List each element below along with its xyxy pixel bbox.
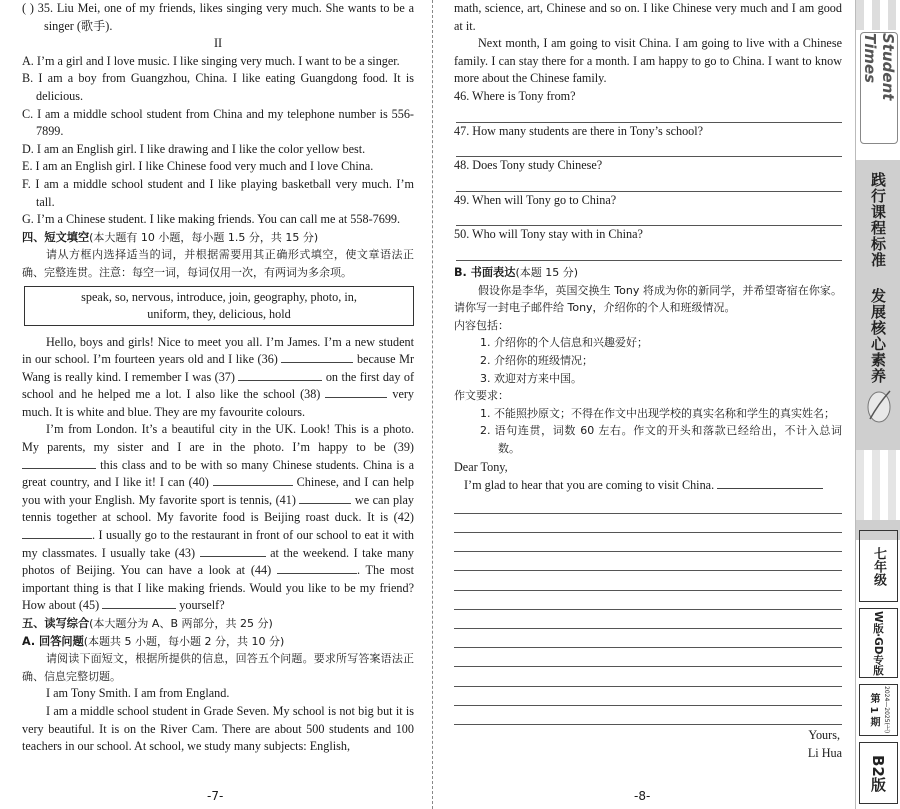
writing-line[interactable] bbox=[454, 514, 842, 533]
blank-39[interactable] bbox=[22, 457, 96, 469]
logo-text: Student Times bbox=[861, 33, 897, 101]
closing: Yours, bbox=[808, 727, 840, 742]
part-b-note: (本题 15 分) bbox=[515, 265, 579, 279]
quill-icon bbox=[864, 385, 894, 425]
letter-opening bbox=[454, 477, 842, 495]
blank-43[interactable] bbox=[200, 545, 266, 557]
part-a-heading bbox=[22, 633, 414, 651]
option-e: E. I am an English girl. I like Chinese food very much and I love China. bbox=[22, 159, 374, 174]
issue-box bbox=[859, 684, 898, 736]
writing-line[interactable] bbox=[454, 629, 842, 648]
part-b-heading bbox=[454, 264, 842, 282]
cloze-text: at the weekend. I take many photos of Beijing. You can have a look at (44) bbox=[22, 545, 415, 578]
blank-42[interactable] bbox=[22, 527, 92, 539]
content-item-2: 2. 介绍你的班级情况； bbox=[480, 353, 593, 367]
writing-line[interactable] bbox=[454, 648, 842, 667]
writing-area[interactable] bbox=[454, 495, 842, 725]
right-column bbox=[454, 0, 842, 762]
question-46 bbox=[454, 88, 842, 123]
reading-paragraph-1: I am Tony Smith. I am from England. bbox=[46, 686, 230, 701]
content-item-1: 1. 介绍你的个人信息和兴趣爱好； bbox=[480, 336, 648, 350]
part-a-title: A. 回答问题 bbox=[22, 634, 84, 648]
year-label: 2024—2025(上) bbox=[883, 686, 890, 734]
cloze-text: this class and to be with so many Chinese students. China is a great country, and I like it! I can (40) bbox=[22, 457, 414, 490]
page-box bbox=[859, 742, 898, 804]
page-number-right: -8- bbox=[634, 789, 651, 803]
writing-line[interactable] bbox=[454, 706, 842, 725]
content-item-3: 3. 欢迎对方来中国。 bbox=[480, 371, 582, 385]
option-b: B. I am a boy from Guangzhou, China. I like eating Guangdong food. It is delicious. bbox=[22, 71, 414, 103]
cloze-text: Chinese, and I can help you with your English. My favorite sport is tennis, (41) bbox=[22, 475, 414, 507]
answer-line[interactable] bbox=[456, 209, 842, 226]
writing-line[interactable] bbox=[454, 591, 842, 610]
question-35: ( ) 35. Liu Mei, one of my friends, likes singing very much. She wants to be a singer (歌手). bbox=[22, 1, 414, 33]
checker-pattern bbox=[856, 0, 900, 30]
writing-line[interactable] bbox=[454, 495, 842, 514]
option-a: A. I’m a girl and I love music. I like singing very much. I want to be a singer. bbox=[22, 53, 400, 68]
grade-label: 七年级 bbox=[871, 546, 886, 586]
writing-line[interactable] bbox=[454, 533, 842, 552]
writing-line[interactable] bbox=[454, 667, 842, 686]
newspaper-logo bbox=[860, 32, 898, 144]
slogan-2: 发展核心素养 bbox=[869, 288, 887, 384]
edition-label: W版·GD专版 bbox=[872, 610, 884, 676]
part-a-note: (本题共 5 小题，每小题 2 分，共 10 分) bbox=[83, 634, 285, 648]
grade-box bbox=[859, 530, 898, 602]
cloze-paragraph-2 bbox=[22, 421, 414, 615]
writing-blank[interactable] bbox=[717, 477, 823, 489]
blank-38[interactable] bbox=[325, 386, 387, 398]
blank-37[interactable] bbox=[238, 369, 322, 381]
part-b-instructions: 假设你是李华，英国交换生 Tony 将成为你的新同学，并希望寄宿在你家。请你写一封电子邮件给 Tony，介绍你的个人和班级情况。 bbox=[454, 283, 842, 315]
requirements-label: 作文要求： bbox=[454, 389, 509, 403]
cloze-text: . I usually go to the restaurant in front of our school to eat it with my classmates. I usually take (43) bbox=[22, 528, 414, 560]
cloze-text: Hello, boys and girls! Nice to meet you all. I’m James. I’m a new student in our school. I’m fourteen years old and I like (36) bbox=[22, 334, 414, 367]
writing-line[interactable] bbox=[454, 571, 842, 590]
blank-40[interactable] bbox=[213, 474, 293, 486]
cloze-text: I’m from London. It’s a beautiful city in the UK. Look! This is a photo. My parents, my sister and I are in the photo. I’m happy to be (39) bbox=[22, 422, 414, 455]
answer-line[interactable] bbox=[456, 106, 842, 123]
option-list bbox=[22, 53, 414, 229]
reading-paragraph-2: I am a middle school student in Grade Seven. My school is not big but it is very beautiful. It is on the River Cam. There are about 500 students and 100 teachers in our school. At school, we study many subjects: English, bbox=[22, 703, 414, 754]
blank-45[interactable] bbox=[102, 597, 176, 609]
writing-line[interactable] bbox=[454, 610, 842, 629]
cloze-text: yourself? bbox=[179, 598, 225, 613]
letter-opening-text: I’m glad to hear that you are coming to visit China. bbox=[464, 478, 715, 493]
cloze-text: we can play tennis together at school. My favorite food is Beijing roast duck. It is (42) bbox=[22, 492, 415, 525]
answer-line[interactable] bbox=[456, 175, 842, 192]
answer-line[interactable] bbox=[456, 140, 842, 157]
page-number-left: -7- bbox=[207, 789, 224, 803]
part-b-title: B. 书面表达 bbox=[454, 265, 516, 279]
section-5-title: 五、读写综合 bbox=[22, 617, 90, 630]
stripe-pattern bbox=[856, 450, 900, 520]
cloze-text: . The most important thing is that I like making friends. Would you like to be my friend? How about (45) bbox=[22, 563, 415, 613]
part-a-instructions: 请阅读下面短文，根据所提供的信息，回答五个问题。要求所写答案语法正确、信息完整切题。 bbox=[22, 652, 414, 683]
cloze-text: because Mr Wang is really kind. I remember I was (37) bbox=[22, 352, 415, 384]
page-label: B2版 bbox=[869, 754, 887, 792]
question-text: 48. Does Tony study Chinese? bbox=[454, 158, 603, 173]
option-c: C. I am a middle school student from China and my telephone number is 556-7899. bbox=[22, 106, 414, 139]
section-5-note: (本大题分为 A、B 两部分，共 25 分) bbox=[89, 617, 273, 630]
question-50 bbox=[454, 226, 842, 261]
section-5-heading bbox=[22, 615, 414, 633]
word-box-line-1: speak, so, nervous, introduce, join, geography, photo, in, bbox=[81, 289, 357, 304]
option-d: D. I am an English girl. I like drawing and I like the color yellow best. bbox=[22, 141, 366, 156]
question-text: 49. When will Tony go to China? bbox=[454, 192, 617, 207]
writing-line[interactable] bbox=[454, 552, 842, 571]
writing-line[interactable] bbox=[454, 687, 842, 706]
cloze-paragraph-1 bbox=[22, 334, 414, 422]
issue-label: 第 1 期 bbox=[868, 693, 879, 727]
option-f: F. I am a middle school student and I like playing basketball very much. I’m tall. bbox=[22, 176, 414, 209]
requirement-2: 2. 语句连贯，词数 60 左右。作文的开头和落款已经给出，不计入总词数。 bbox=[480, 424, 842, 455]
blank-44[interactable] bbox=[277, 562, 357, 574]
option-g: G. I’m a Chinese student. I like making friends. You can call me at 558-7699. bbox=[22, 212, 401, 227]
section-4-heading bbox=[22, 229, 414, 247]
question-text: 47. How many students are there in Tony’s school? bbox=[454, 123, 704, 138]
question-48 bbox=[454, 157, 842, 192]
section-4-title: 四、短文填空 bbox=[22, 230, 90, 244]
reading-paragraph-3: Next month, I am going to visit China. I am going to live with a Chinese family. I can stay there for a month. I am happy to go to China. I want to know more about the Chinese family. bbox=[454, 36, 842, 86]
sidebar bbox=[855, 0, 900, 809]
blank-41[interactable] bbox=[299, 492, 351, 504]
content-label: 内容包括： bbox=[454, 318, 509, 332]
question-text: 46. Where is Tony from? bbox=[454, 88, 576, 103]
cloze-text: very much. It is white and blue. They are my favourite colours. bbox=[22, 387, 414, 419]
question-49 bbox=[454, 192, 842, 227]
part-two-heading: II bbox=[213, 36, 223, 51]
requirement-1: 1. 不能照抄原文；不得在作文中出现学校的真实名称和学生的真实姓名； bbox=[480, 406, 835, 420]
question-text: 50. Who will Tony stay with in China? bbox=[454, 227, 643, 242]
word-box bbox=[24, 286, 414, 326]
blank-36[interactable] bbox=[281, 351, 353, 363]
edition-box bbox=[859, 608, 898, 678]
cloze-text: on the first day of school and he helped me a lot. I also like the school (38) bbox=[22, 369, 415, 402]
signature: Li Hua bbox=[807, 745, 842, 760]
left-column bbox=[22, 0, 414, 756]
section-4-note: (本大题有 10 小题，每小题 1.5 分，共 15 分) bbox=[89, 230, 319, 244]
slogan-1: 践行课程标准 bbox=[869, 172, 887, 268]
page-divider bbox=[432, 0, 433, 809]
reading-continued: math, science, art, Chinese and so on. I like Chinese very much and I am good at it. bbox=[454, 1, 842, 33]
salutation: Dear Tony, bbox=[454, 460, 508, 475]
answer-line[interactable] bbox=[456, 244, 842, 261]
word-box-line-2: uniform, they, delicious, hold bbox=[147, 306, 291, 321]
section-4-instructions: 请从方框内选择适当的词，并根据需要用其正确形式填空，使文章语法正确、完整连贯。注意：每空一词，每词仅用一次，有两词为多余项。 bbox=[22, 248, 414, 279]
question-47 bbox=[454, 123, 842, 158]
